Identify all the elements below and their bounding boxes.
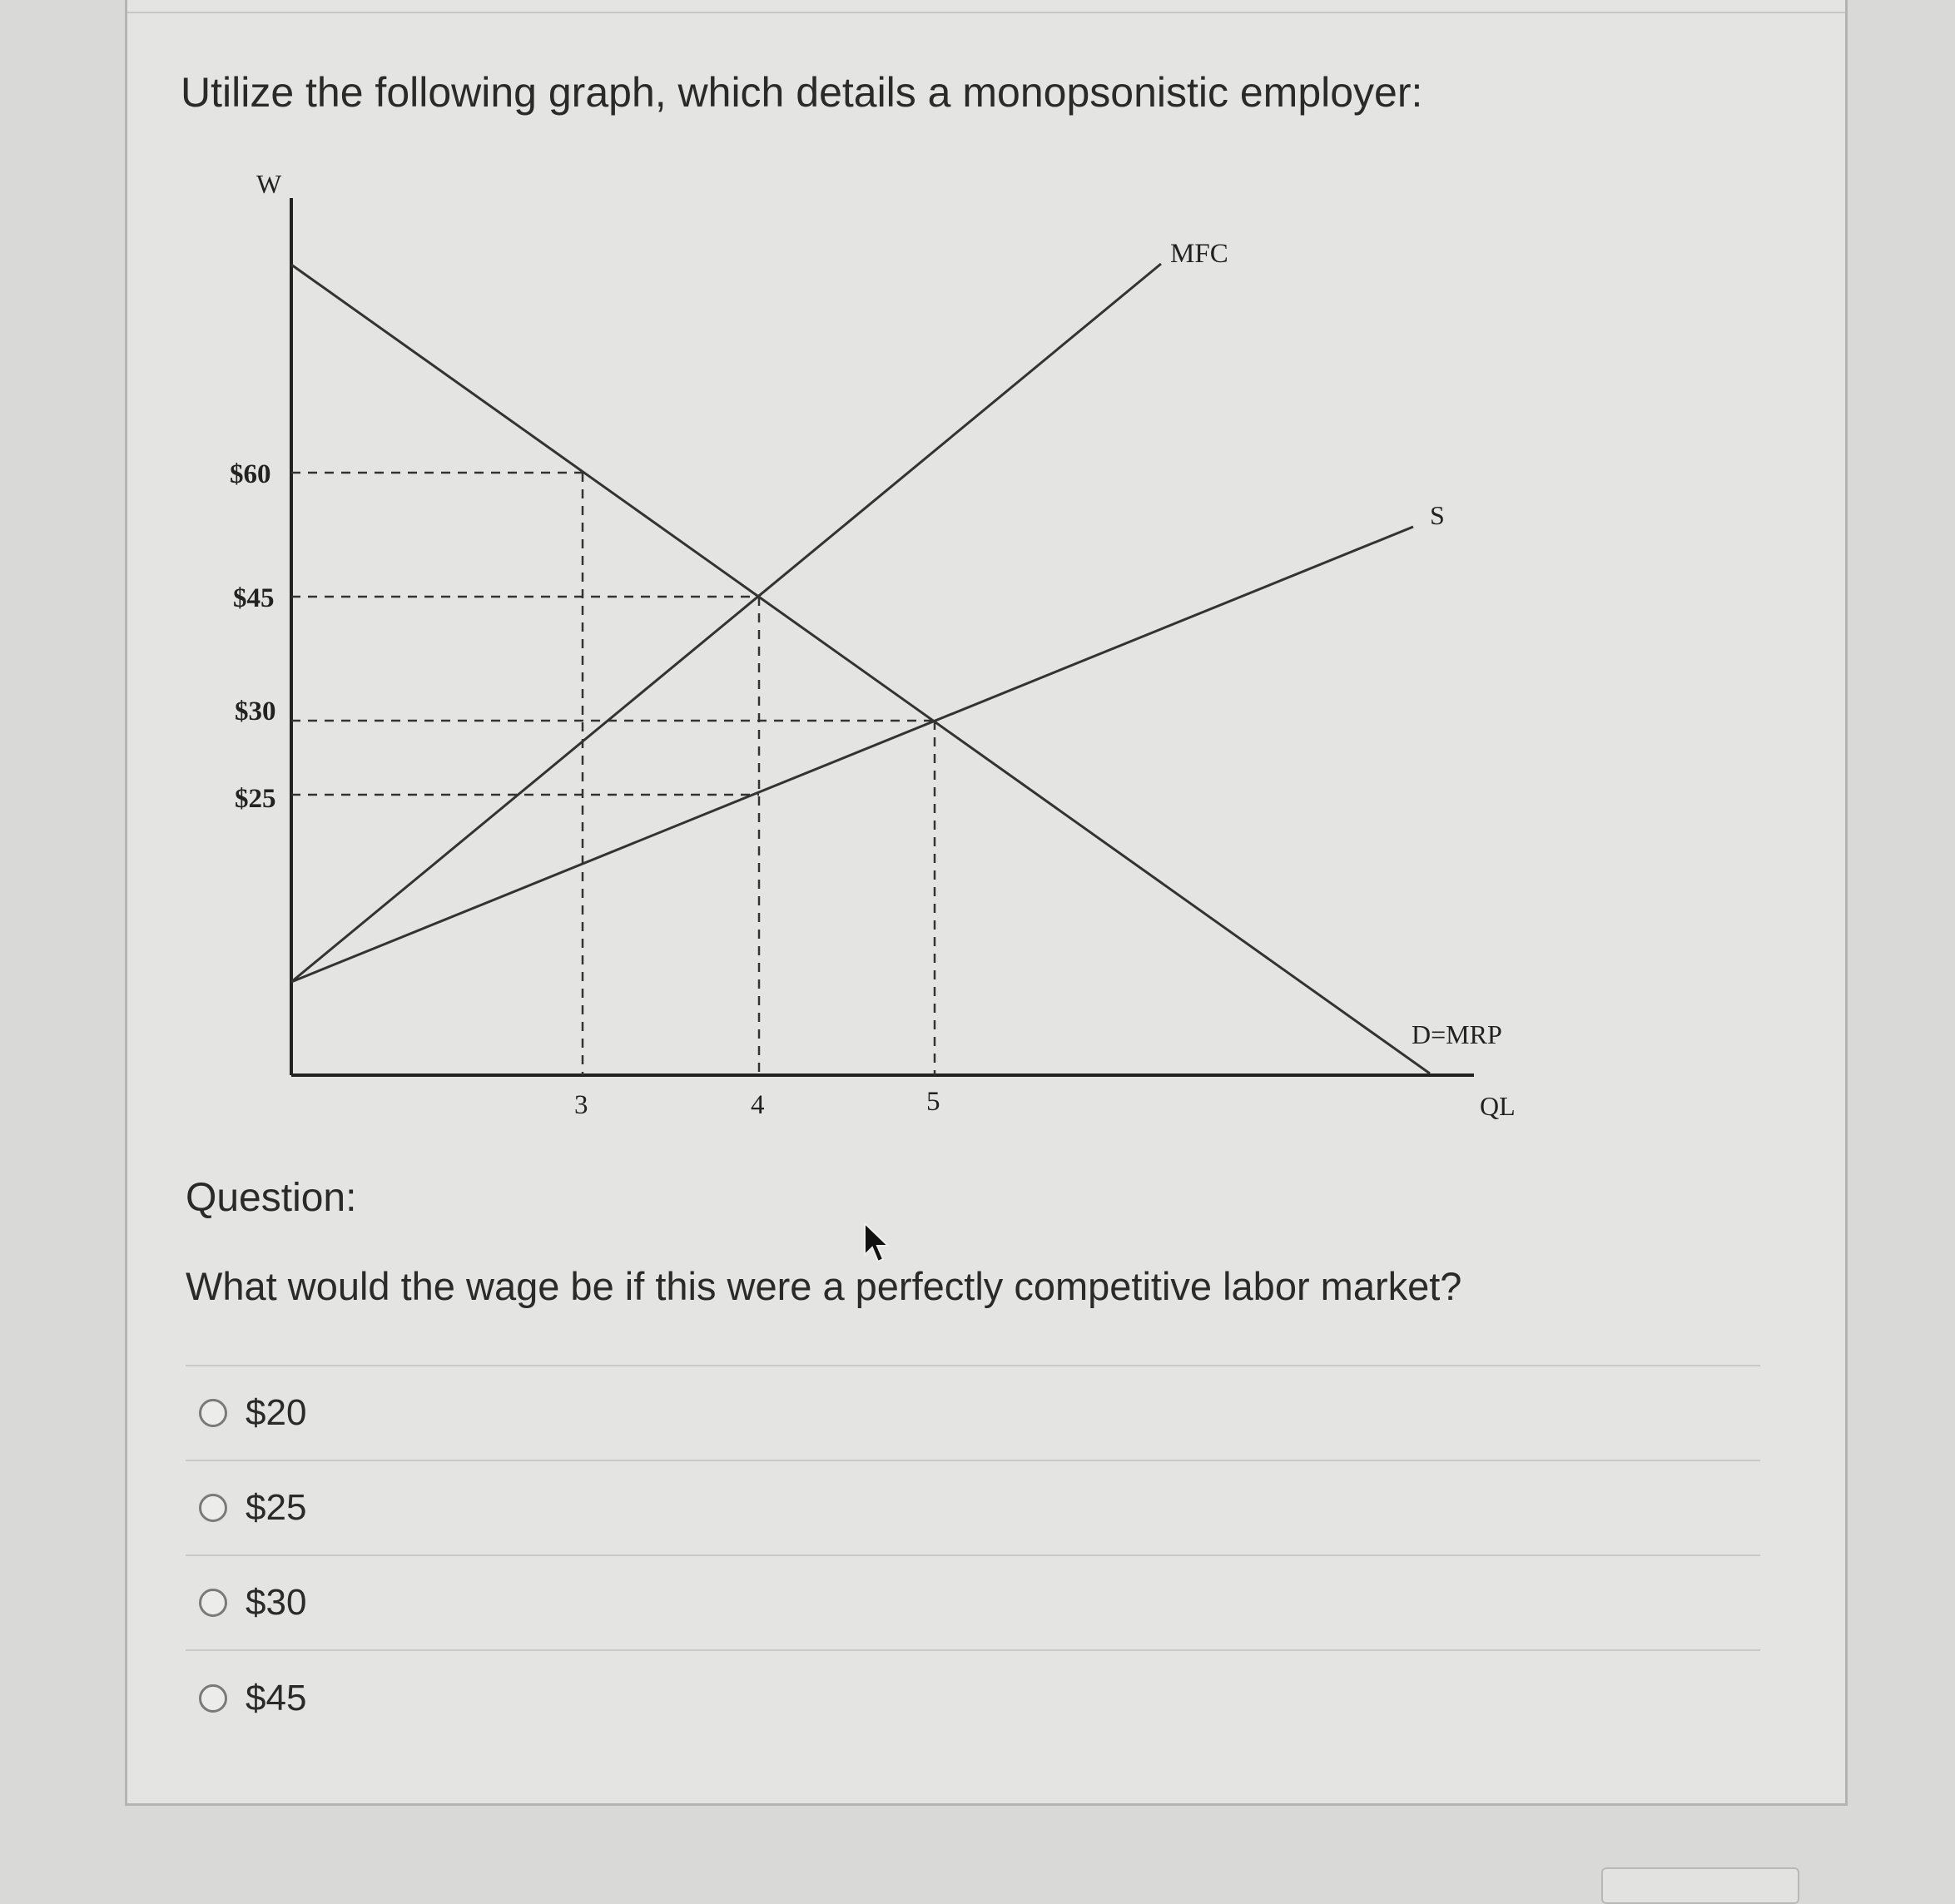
mouse-cursor-icon (863, 1222, 891, 1265)
x-axis-label: QL (1480, 1091, 1516, 1121)
demand-mrp-curve (291, 265, 1430, 1073)
mfc-label: MFC (1170, 239, 1228, 269)
mfc-curve (291, 264, 1161, 982)
supply-curve (291, 527, 1413, 982)
option-45[interactable] (186, 1651, 1760, 1746)
radio-button-icon[interactable] (199, 1494, 227, 1522)
option-25[interactable] (186, 1461, 1760, 1556)
partial-button[interactable] (1601, 1867, 1799, 1904)
option-30[interactable] (186, 1556, 1760, 1651)
y-tick-30: $30 (235, 697, 276, 726)
option-label: $30 (246, 1582, 307, 1623)
question-text: What would the wage be if this were a perfectly competitive labor market? (186, 1264, 1462, 1308)
y-tick-60: $60 (230, 459, 271, 489)
radio-button-icon[interactable] (199, 1399, 227, 1427)
y-axis-label: W (256, 169, 282, 199)
s-label: S (1430, 500, 1445, 530)
x-tick-5: 5 (926, 1087, 940, 1117)
question-panel (125, 0, 1848, 1806)
option-20[interactable] (186, 1366, 1760, 1461)
d-mrp-label: D=MRP (1412, 1019, 1502, 1049)
radio-button-icon[interactable] (199, 1684, 227, 1713)
y-tick-45: $45 (233, 583, 275, 613)
monopsony-graph (127, 0, 1850, 1132)
question-label: Question: (186, 1176, 357, 1220)
radio-button-icon[interactable] (199, 1589, 227, 1617)
answer-options (186, 1365, 1760, 1746)
x-tick-4: 4 (751, 1090, 765, 1120)
x-tick-3: 3 (574, 1090, 588, 1120)
y-tick-25: $25 (235, 784, 276, 814)
prompt-text: Utilize the following graph, which details a monopsonistic employer: (181, 69, 1423, 116)
option-label: $45 (246, 1678, 307, 1718)
option-label: $25 (246, 1487, 307, 1528)
option-label: $20 (246, 1392, 307, 1433)
